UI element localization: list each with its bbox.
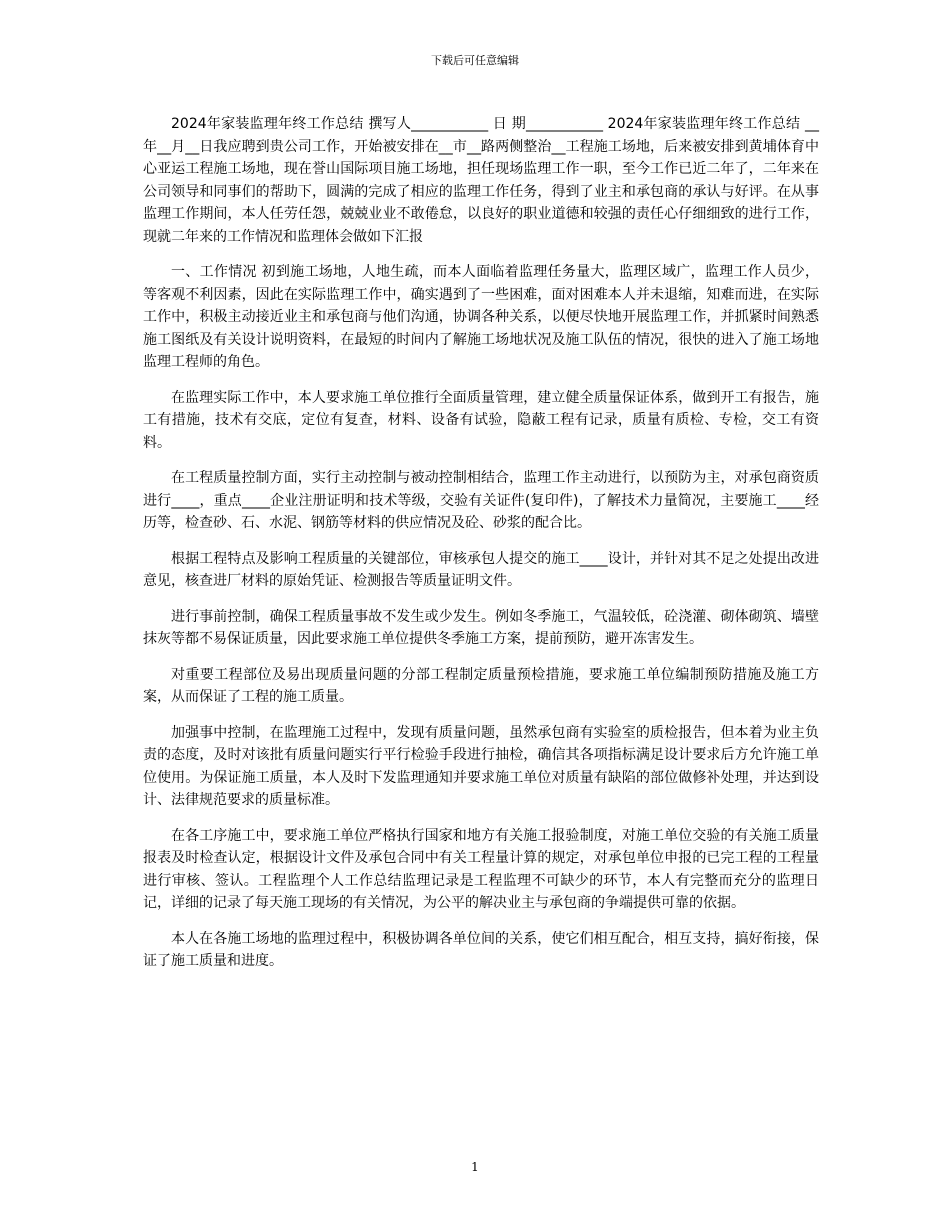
page-number: 1 xyxy=(471,1160,479,1174)
document-body xyxy=(143,113,819,986)
paragraph-work-situation: 一、工作情况 初到施工场地，人地生疏，而本人面临着监理任务量大，监理区域广，监理工作人员少，等客观不利因素，因此在实际监理工作中，确实遇到了一些困难，面对困难本人并未退缩，知难而进，在实际工作中，积极主动接近业主和承包商与他们沟通，协调各种关系，以便尽快地开展监理工作，并抓紧时间熟悉施工图纸及有关设计说明资料，在最短的时间内了解施工场地状况及施工队伍的情况，很快的进入了施工场地监理工程师的角色。 xyxy=(143,264,819,370)
page-header: 下载后可任意编辑 xyxy=(431,54,519,67)
paragraph-coordination: 本人在各施工场地的监理过程中，积极协调各单位间的关系，使它们相互配合，相互支持，搞好衔接，保证了施工质量和进度。 xyxy=(143,930,819,969)
paragraph-inspection-records: 在各工序施工中，要求施工单位严格执行国家和地方有关施工报验制度，对施工单位交验的有关施工质量报表及时检查认定，根据设计文件及承包合同中有关工程量计算的规定，对承包单位申报的已完工程的工程量进行审核、签认。工程监理个人工作总结监理记录是工程监理不可缺少的环节，本人有完整而充分的监理日记，详细的记录了每天施工现场的有关情况，为公平的解决业主与承包商的争端提供可靠的依据。 xyxy=(143,827,819,911)
paragraph-prior-control: 进行事前控制，确保工程质量事故不发生或少发生。例如冬季施工，气温较低，砼浇灌、砌体砌筑、墙壁抹灰等都不易保证质量，因此要求施工单位提供冬季施工方案，提前预防，避开冻害发生。 xyxy=(143,608,819,647)
paragraph-quality-control: 在工程质量控制方面，实行主动控制与被动控制相结合，监理工作主动进行，以预防为主，对承包商资质进行____，重点____企业注册证明和技术等级，交验有关证件(复印件)，了解技术力量简况，主要施工____经历等，检查砂、石、水泥、钢筋等材料的供应情况及砼、砂浆的配合比。 xyxy=(143,470,819,531)
paragraph-quality-management: 在监理实际工作中，本人要求施工单位推行全面质量管理，建立健全质量保证体系，做到开工有报告，施工有措施，技术有交底，定位有复查，材料、设备有试验，隐蔽工程有记录，质量有质检、专检，交工有资料。 xyxy=(143,389,819,451)
paragraph-key-parts: 对重要工程部位及易出现质量问题的分部工程制定质量预检措施，要求施工单位编制预防措施及施工方案，从而保证了工程的施工质量。 xyxy=(143,666,819,705)
paragraph-in-process-control: 加强事中控制，在监理施工过程中，发现有质量问题，虽然承包商有实验室的质检报告，但本着为业主负责的态度，及时对该批有质量问题实行平行检验手段进行抽检，确信其各项指标满足设计要求后方允许施工单位使用。为保证施工质量，本人及时下发监理通知并要求施工单位对质量有缺陷的部位做修补处理，并达到设计、法律规范要求的质量标准。 xyxy=(143,724,819,808)
paragraph-title-intro: 2024年家装监理年终工作总结 撰写人___________ 日 期___________ 2024年家装监理年终工作总结 __年__月__日我应聘到贵公司工作，开始被安排在__市__路两侧整治__工程施工场地，后来被安排到黄埔体育中心亚运工程施工场地，现在誉山国际项目施工场地，担任现场监理工作一职，至今工作已近二年了，二年来在公司领导和同事们的帮助下，圆满的完成了相应的监理工作任务，得到了业主和承包商的承认与好评。在从事监理工作期间，本人任劳任怨，兢兢业业不敢倦怠，以良好的职业道德和较强的责任心仔细细致的进行工作，现就二年来的工作情况和监理体会做如下汇报 xyxy=(143,116,819,245)
paragraph-construction-design-review: 根据工程特点及影响工程质量的关键部位，审核承包人提交的施工____设计，并针对其不足之处提出改进意见，核查进厂材料的原始凭证、检测报告等质量证明文件。 xyxy=(143,550,819,589)
